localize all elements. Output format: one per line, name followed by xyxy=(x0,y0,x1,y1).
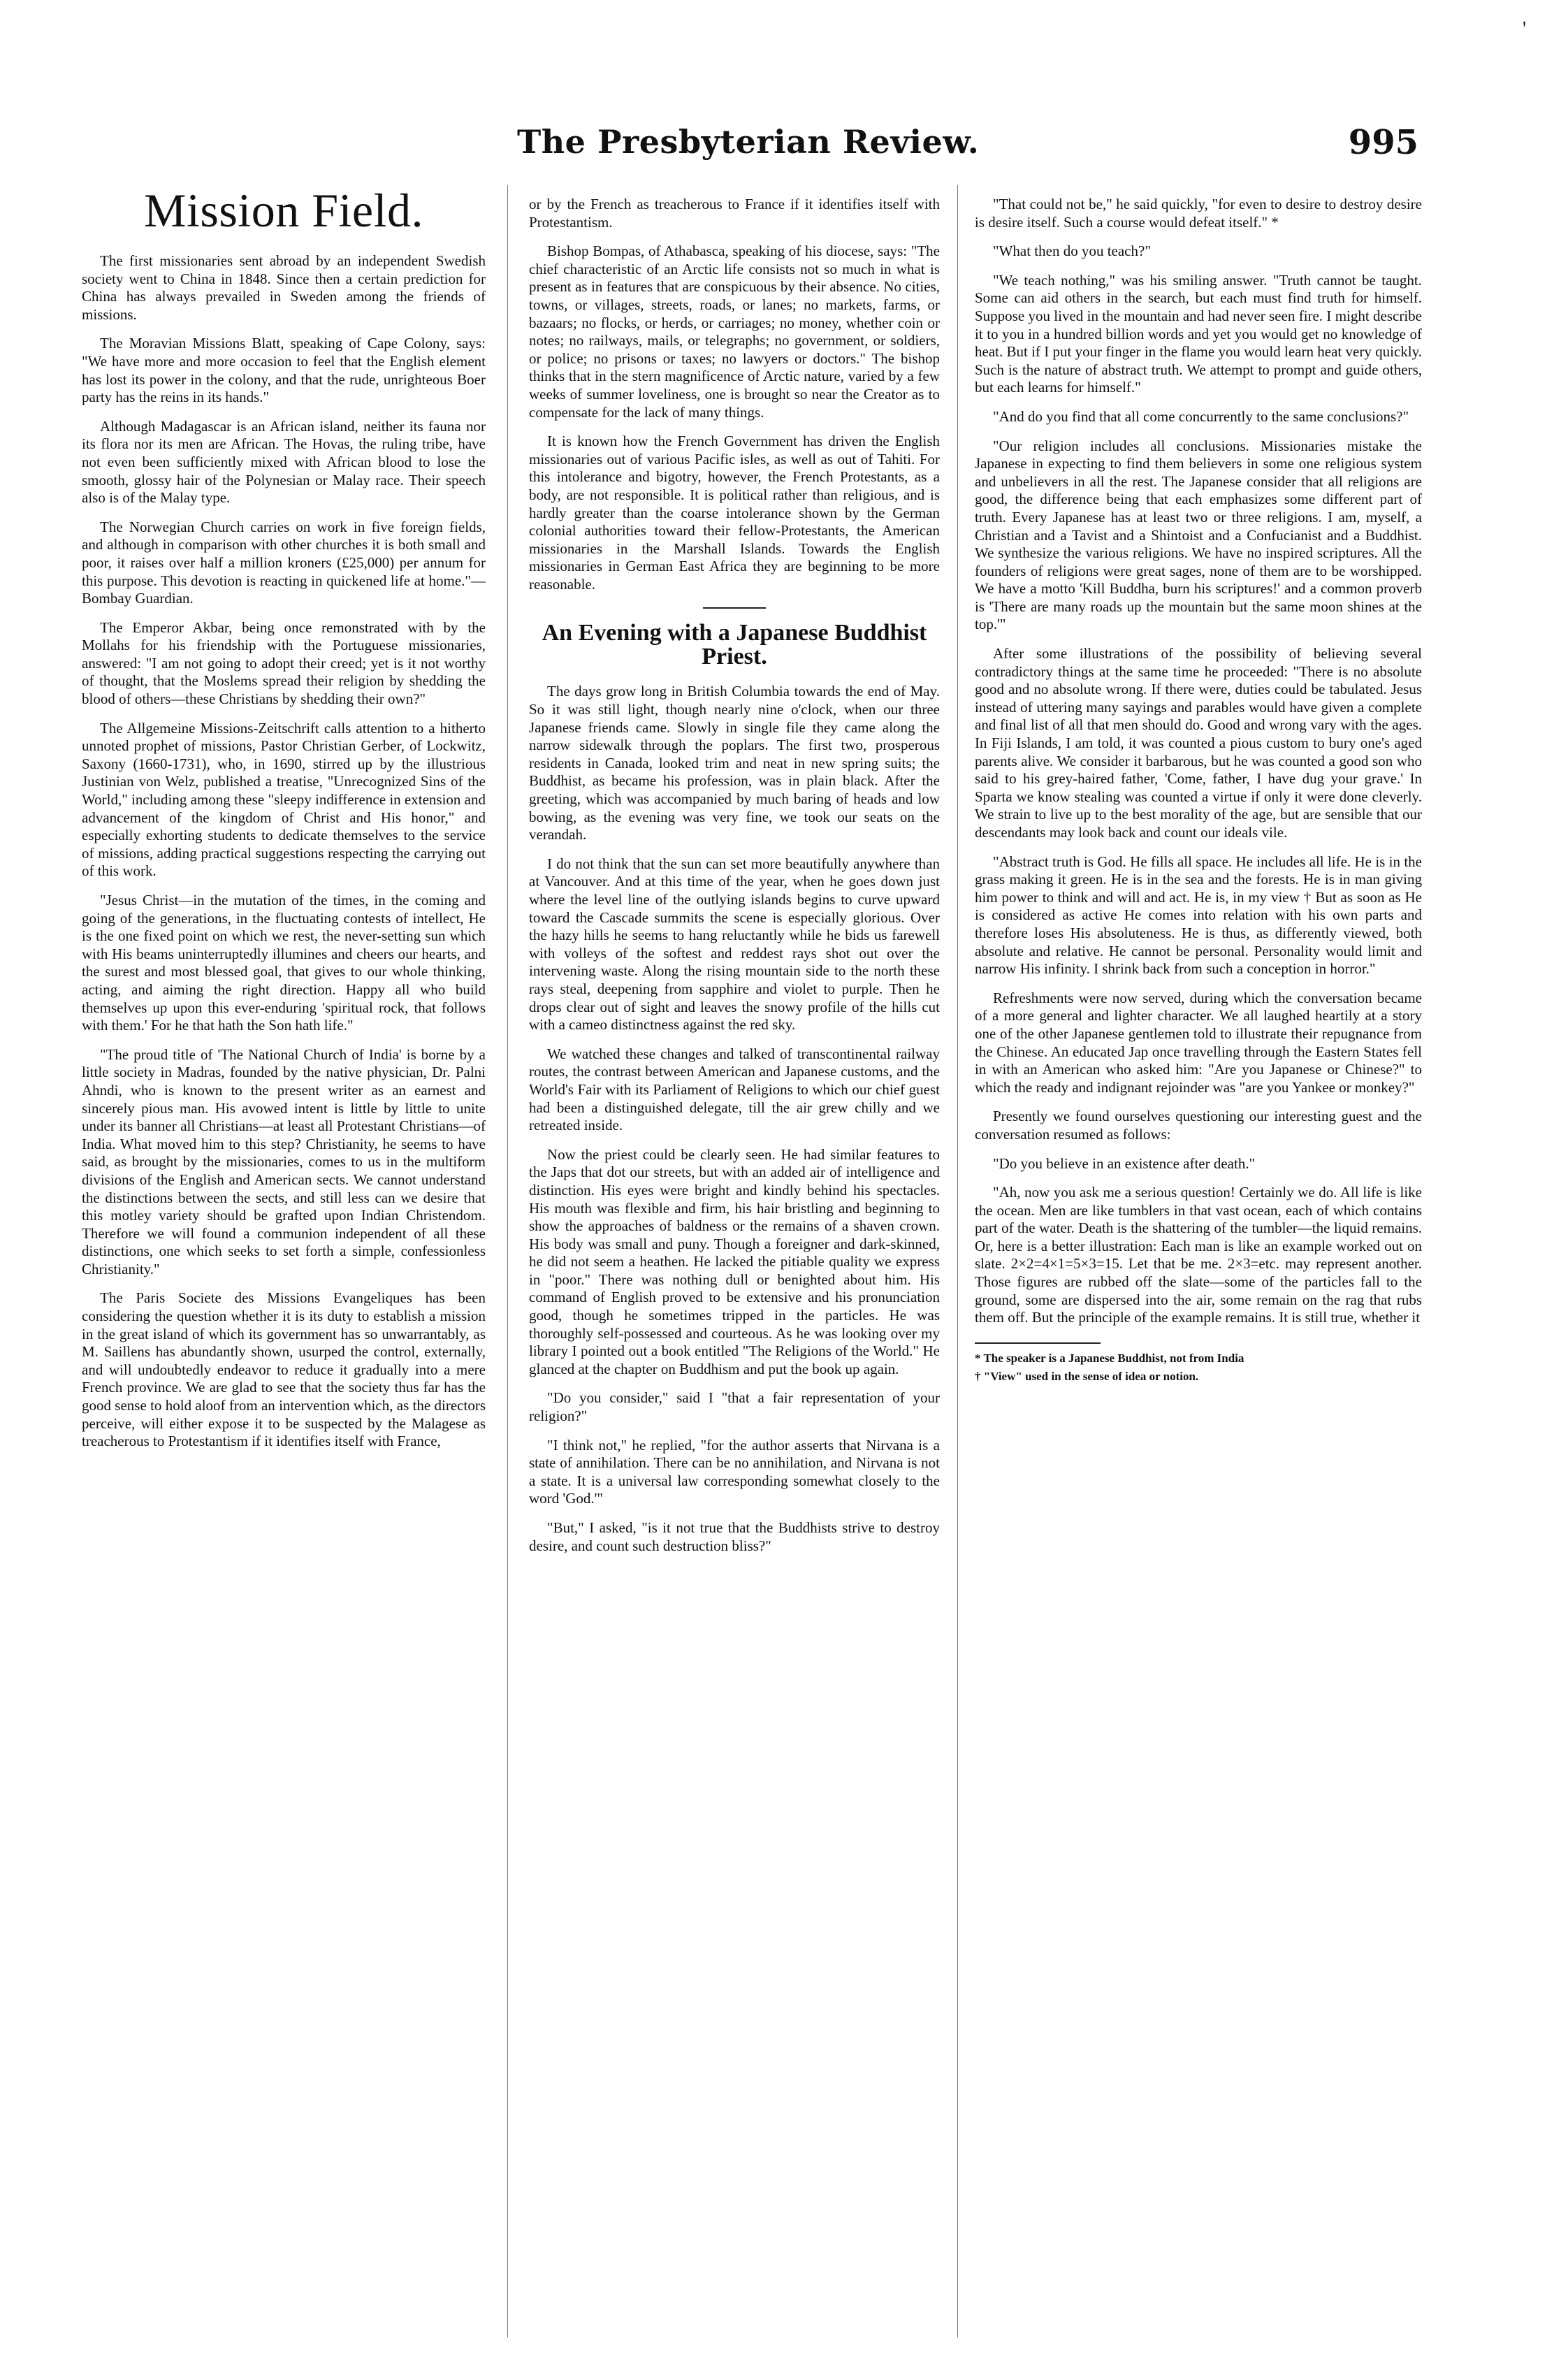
paragraph: The days grow long in British Columbia towards the end of May. So it was still light, though nearly nine o'clock, when our three Japanese friends came. Slowly in single file they came along the narrow sidewalk through the poplars. The first two, prosperous residents in Canada, looked trim and neat in new spring suits; the Buddhist, as became his profession, was in plain black. After the greeting, which was accompanied by much baring of heads and low bowing, as the evening was very fine, we took our seats on the verandah. xyxy=(529,683,940,843)
corner-mark: ' xyxy=(1522,18,1526,40)
footnote: * The speaker is a Japanese Buddhist, not from India xyxy=(975,1351,1244,1365)
paragraph: "The proud title of 'The National Church of India' is borne by a little society in Madras, founded by the native physician, Dr. Palni Ahndi, who is known to the present writer as an earnest and sincerely pious man. His avowed intent is little by little to unite under its banner all Christians—at least all Protestant Christians—of India. What moved him to this step? Christianity, he seems to have said, as brought by the missionaries, comes to us in the multiform divisions of the English and American sects. We cannot understand the distinctions between the sects, and still less can we desire that this motley variety should be grafted upon Indian Christendom. Therefore we will found a communion independent of all these distinctions, one which seeks to set forth a simple, confessionless Christianity." xyxy=(82,1045,486,1277)
running-head xyxy=(517,123,1425,172)
paragraph: or by the French as treacherous to France if it identifies itself with Protestantism. xyxy=(529,196,940,231)
footnote: † "View" used in the sense of idea or notion. xyxy=(975,1369,1199,1383)
paragraph: "Abstract truth is God. He fills all space. He includes all life. He is in the grass making it green. He is in the sea and the forests. He is in man giving him power to think and will and act. He is, in my view † But as soon as He is considered as active He comes into relation with his own parts and therefore loses His absoluteness. He is thus, as differently viewed, both absolute and relative. He cannot be personal. Personality would limit and narrow His infinity. I shrink back from such a conception in horror." xyxy=(975,853,1422,978)
paragraph: After some illustrations of the possibility of believing several contradictory things at the same time he proceeded: "There is no absolute good and no absolute wrong. If there were, duties could be tabulated. Jesus instead of uttering many sayings and parables would have given a complete and final list of all that men should do. Good and wrong vary with the ages. In Fiji Islands, I am told, it was counted a pious custom to bury one's aged parents alive. We consider it barbarous, but he was counted a good son who said to his grey-haired father, 'Come, father, I have dug your grave.' In Sparta we know stealing was counted a virtue if only it were done cleverly. We strain to live up to the best morality of the age, but are sensible that our descendants may look back and count our ideals vile. xyxy=(975,645,1422,841)
paragraph: The first missionaries sent abroad by an independent Swedish society went to China in 1848. Since then a certain prediction for China has always prevailed in Sweden among the friends of missions. xyxy=(82,252,486,323)
paragraph: "Our religion includes all conclusions. Missionaries mistake the Japanese in expecting to find them believers in some one religious system and unbelievers in all the rest. The Japanese consider that all religions are good, the difference being that each emphasizes some different part of truth. Every Japanese has at least two or three religions. I am, myself, a Christian and a Tavist and a Shintoist and a Confucianist and a Buddhist. We synthesize the various religions. We have no inspired scriptures. All the founders of religions were great sages, none of them are to be worshipped. We have a motto 'Kill Buddha, burn his scriptures!' and a common proverb is 'There are many roads up the mountain but the same moon shines at the top.'" xyxy=(975,437,1422,633)
column-middle xyxy=(529,196,940,2355)
paragraph: The Paris Societe des Missions Evangeliques has been considering the question whether it is its duty to establish a mission in the great island of which its government has so unwarrantably, as M. Saillens has abundantly shown, usurped the control, externally, and will undoubtedly endeavor to reduce it gradually into a mere French province. We are glad to see that the society thus far has the good sense to hold aloof from an intervention which, as the directors perceive, will either expose it to be suspected by the Malagese as treacherous to Protestantism if it identifies itself with France, xyxy=(82,1289,486,1450)
paragraph: The Norwegian Church carries on work in five foreign fields, and although in comparison with other churches it is both small and poor, it raises over half a million kroners (£25,000) per annum for this purpose. This devotion is reacting in quickened life at home."—Bombay Guardian. xyxy=(82,518,486,607)
article-title: An Evening with a Japanese Buddhist Priest. xyxy=(542,620,927,670)
paragraph: "But," I asked, "is it not true that the Buddhists strive to destroy desire, and count such destruction bliss?" xyxy=(529,1519,940,1554)
paragraph: The Allgemeine Missions-Zeitschrift calls attention to a hitherto unnoted prophet of missions, Pastor Christian Gerber, of Lockwitz, Saxony (1660-1731), who, in 1690, stirred up by the illustrious Justinian von Welz, published a treatise, "Unrecognized Sins of the World," including among these "sleepy indifference in extension and advancement of the kingdom of Christ and His honor," and especially exhorting students to dedicate themselves to the service of missions, adding practical suggestions respecting the carrying out of this work. xyxy=(82,719,486,880)
footnote-rule xyxy=(975,1342,1101,1344)
paragraph: "What then do you teach?" xyxy=(993,242,1151,260)
paragraph: Although Madagascar is an African island, neither its fauna nor its flora nor its men are African. The Hovas, the ruling tribe, have not even been sufficiently mixed with African blood to lose the smooth, glossy hair of the Polynesian or Malay race. Their speech also is of the Malay type. xyxy=(82,417,486,507)
publication-title: The Presbyterian Review. xyxy=(517,123,980,161)
column-left xyxy=(82,185,486,2345)
section-rule xyxy=(703,607,766,609)
paragraph: The Moravian Missions Blatt, speaking of Cape Colony, says: "We have more and more occasion to feel that the English element has lost its power in the colony, and that the rude, unrighteous Boer party has the reins in its hands." xyxy=(82,335,486,406)
column-right xyxy=(975,196,1422,2355)
paragraph: "Ah, now you ask me a serious question! Certainly we do. All life is like the ocean. Men are like tumblers in that vast ocean, each of which contains part of the water. Death is the shattering of the tumbler—the liquid remains. Or, here is a better illustration: Each man is like an example worked out on slate. 2×2=4×1=5×3=15. Let that be me. 2×3=etc. may represent another. Those figures are rubbed off the slate—some of the particles fall to the ground, some are dispersed into the air, some remain on the rag that rubs them off. But the principle of the example remains. It is still true, whether it xyxy=(975,1184,1422,1326)
paragraph: Now the priest could be clearly seen. He had similar features to the Japs that dot our streets, but with an added air of intelligence and distinction. His eyes were bright and kindly behind his spectacles. His mouth was flexible and firm, his hair bristling and beginning to show the approaches of baldness or the remains of a shaven crown. His body was small and puny. Though a foreigner and dark-skinned, he did not seem a heathen. He lacked the pitiable quality we express in "poor." There was nothing dull or benighted about him. His command of English proved to be extensive and his pronunciation good, though he sometimes tripped in the particles. He was thoroughly self-possessed and courteous. As he was looking over my library I pointed out a book entitled "The Religions of the World." He glanced at the chapter on Buddhism and put the book up again. xyxy=(529,1145,940,1377)
paragraph: Refreshments were now served, during which the conversation became of a more general and lighter character. We all laughed heartily at a story one of the other Japanese gentlemen told to illustrate their repugnance from the Chinese. An educated Jap once travelling through the Eastern States fell in with an American who asked him: "Are you Japanese or Chinese?" to which the ready and indignant rejoinder was "are you Yankee or monkey?" xyxy=(975,989,1422,1096)
paragraph: "Jesus Christ—in the mutation of the times, in the coming and going of the generations, in the fluctuating contests of intellect, He is the one fixed point on which we rest, the never-setting sun which with His beams uninterruptedly illumines and cheers our hearts, and the surest and most blessed goal, that gives to our whole thinking, acting, and aiming the right direction. Happy all who build themselves up upon this ever-enduring 'spiritual rock, that follows with them.' For he that hath the Son hath life." xyxy=(82,892,486,1034)
page-number: 995 xyxy=(1348,123,1418,162)
paragraph: We watched these changes and talked of transcontinental railway routes, the contrast between American and Japanese customs, and the World's Fair with its Parliament of Religions to which our chief guest had been a distinguished delegate, till the air grew chilly and we retreated inside. xyxy=(529,1045,940,1134)
paragraph: "That could not be," he said quickly, "for even to desire to destroy desire is desire itself. Such a course would defeat itself." * xyxy=(975,196,1422,231)
paragraph: Presently we found ourselves questioning our interesting guest and the conversation resumed as follows: xyxy=(975,1108,1422,1143)
paragraph: "I think not," he replied, "for the author asserts that Nirvana is a state of annihilation. There can be no annihilation, and Nirvana is not a state. It is a universal law corresponding somewhat closely to the word 'God.'" xyxy=(529,1436,940,1507)
paragraph: "And do you find that all come concurrently to the same conclusions?" xyxy=(993,407,1409,425)
paragraph: The Emperor Akbar, being once remonstrated with by the Mollahs for his friendship with the Portuguese missionaries, answered: "I am not going to adopt their creed; yet is it not worthy of thought, that the Moslems spread their religion by shedding the blood of others—these Christians by shedding their own?" xyxy=(82,618,486,708)
paragraph: It is known how the French Government has driven the English missionaries out of various Pacific isles, as well as out of Tahiti. For this intolerance and bigotry, however, the French Protestants, as a body, are not responsible. It is political rather than religious, and is hardly greater than the coarse intolerance shown by the German colonial authorities toward their fellow-Protestants, the American missionaries in the Marshall Islands. Towards the English missionaries in German East Africa they are beginning to be more reasonable. xyxy=(529,433,940,593)
paragraph: Bishop Bompas, of Athabasca, speaking of his diocese, says: "The chief characteristic of an Arctic life consists not so much in what is present as in features that are conspicuous by their absence. No cities, towns, or villages, streets, roads, or lanes; no markets, farms, or bazaars; no flocks, or herds, or carriages; no money, whether coin or notes; no railways, mails, or telegraphs; no government, or soldiers, or police; no prisons or taxes; no lawyers or doctors." The bishop thinks that in the stern magnificence of Arctic nature, varied by a few weeks of summer loveliness, one is brought so near the Creator as to compensate for the lack of many things. xyxy=(529,242,940,421)
paragraph: I do not think that the sun can set more beautifully anywhere than at Vancouver. And at this time of the year, when he goes down just where the level line of the outlying islands begins to curve upward toward the Cascade summits the scene is especially glorious. Over the hazy hills he seems to hang reluctantly while he bids us farewell with volleys of the softest and reddest rays shot out over the intervening waste. Along the rising mountain side to the north these rays steal, deepening from sapphire and violet to purple. Then he drops clear out of sight and leaves the snowy profile of the hills cut with a cameo distinctness against the red sky. xyxy=(529,855,940,1034)
column-divider xyxy=(957,185,958,2338)
paragraph: "Do you consider," said I "that a fair representation of your religion?" xyxy=(529,1389,940,1425)
column-divider xyxy=(507,185,508,2338)
paragraph: "Do you believe in an existence after death." xyxy=(993,1154,1256,1172)
paragraph: "We teach nothing," was his smiling answer. "Truth cannot be taught. Some can aid others in the search, but each must find truth for himself. Suppose you lived in the mountain and had never seen fire. I might describe it to you in a hundred billion words and yet you would get no knowledge of heat. But if I put your finger in the flame you would learn heat very quickly. Such is the nature of abstract truth. We attempt to prompt and guide others, but each learns for himself." xyxy=(975,271,1422,396)
section-title: Mission Field. xyxy=(144,185,423,237)
